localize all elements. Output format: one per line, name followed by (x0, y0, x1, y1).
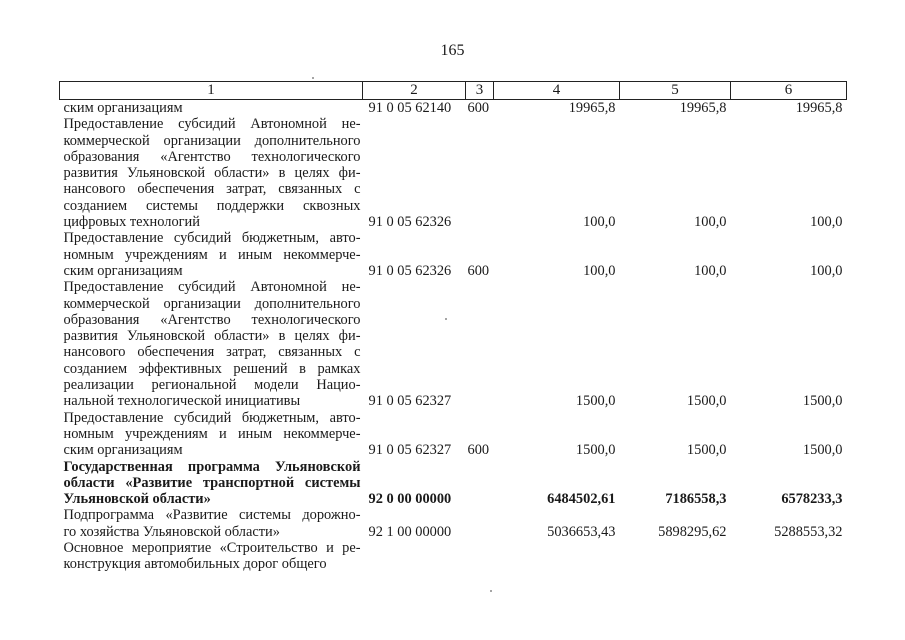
row-vr-cell (466, 540, 494, 573)
row-vr-cell (466, 279, 494, 409)
row-name-line: Предоставление субсидий Автономной не- (63, 279, 361, 296)
table-row (60, 116, 847, 230)
table-row (60, 230, 847, 279)
row-code-cell: 91 0 05 62327 (368, 442, 452, 459)
table-row (60, 100, 847, 117)
row-name-line: Подпрограмма «Развитие системы дорожно- (63, 507, 361, 524)
row-name-line: Предоставление субсидий бюджетным, авто- (63, 230, 361, 247)
row-value-col-4: 1500,0 (575, 442, 616, 459)
table-row (60, 279, 847, 409)
row-name-line: цифровых технологий (63, 214, 200, 231)
row-name-line: ским организациям (63, 100, 183, 116)
header-col-2: 2 (363, 82, 466, 100)
row-name-line: образования «Агентство технологического (63, 148, 361, 165)
table-row (60, 507, 847, 540)
scan-speck (445, 318, 447, 320)
row-value-col-6: 100,0 (810, 262, 843, 279)
row-vr-cell (466, 459, 494, 508)
scan-speck (490, 590, 492, 592)
row-name-line: ским организациям (63, 442, 183, 459)
row-value-col-5: 5898295,62 (658, 523, 727, 540)
row-name-line: номным учреждениям и иным некоммерче- (63, 246, 361, 263)
row-name-cell (60, 459, 363, 508)
row-code-cell (363, 540, 466, 573)
row-code-cell: 92 1 00 00000 (368, 523, 452, 540)
row-value-col-4: 1500,0 (575, 393, 616, 410)
header-col-4: 4 (494, 82, 620, 100)
row-name-cell (60, 540, 363, 573)
table-header-row (60, 82, 847, 100)
row-value-col-6: 1500,0 (802, 393, 843, 410)
header-col-5: 5 (620, 82, 731, 100)
row-code-cell: 92 0 00 00000 (368, 491, 452, 508)
row-code-cell: 91 0 05 62326 (368, 262, 452, 279)
row-value-col-5: 1500,0 (686, 442, 727, 459)
row-name-cell (60, 507, 363, 540)
row-name-cell (60, 116, 363, 230)
table-row (60, 410, 847, 459)
row-vr-cell: 600 (467, 100, 490, 116)
row-value-col-5: 19965,8 (679, 100, 727, 116)
row-vr-cell (466, 116, 494, 230)
row-value-col-4: 100,0 (583, 262, 616, 279)
header-col-3: 3 (466, 82, 494, 100)
row-name-line: ским организациям (63, 262, 183, 279)
row-name-line: Предоставление субсидий Автономной не- (63, 116, 361, 133)
row-name-line: Основное мероприятие «Строительство и ре- (63, 540, 361, 557)
row-name-line: Предоставление субсидий бюджетным, авто- (63, 409, 361, 426)
row-value-col-6: 19965,8 (795, 100, 843, 116)
row-vr-cell (466, 507, 494, 540)
row-name-cell (60, 100, 363, 117)
row-code-cell: 91 0 05 62140 (368, 100, 452, 116)
table-row (60, 459, 847, 508)
row-name-line: коммерческой организации дополнительного (63, 132, 361, 149)
row-name-line: коммерческой организации дополнительного (63, 295, 361, 312)
row-name-line: созданием эффективных решений в рамках (63, 360, 361, 377)
row-value-col-6 (731, 540, 847, 573)
row-name-line: реализации региональной модели Нацио- (63, 377, 361, 394)
table-body (60, 100, 847, 573)
scan-speck (312, 77, 314, 79)
budget-table (59, 81, 847, 573)
row-name-line: нансового обеспечения затрат, связанных с (63, 181, 361, 198)
row-code-cell: 91 0 05 62326 (368, 214, 452, 231)
row-name-cell (60, 410, 363, 459)
row-name-line: области «Развитие транспортной системы (63, 474, 361, 491)
row-name-line: развития Ульяновской области» в целях фи- (63, 328, 361, 345)
row-value-col-5: 1500,0 (686, 393, 727, 410)
row-name-line: номным учреждениям и иным некоммерче- (63, 425, 361, 442)
row-value-col-6: 5288553,32 (774, 523, 843, 540)
table-row (60, 540, 847, 573)
row-name-line: го хозяйства Ульяновской области» (63, 523, 280, 540)
row-value-col-4: 6484502,61 (547, 491, 616, 508)
row-name-line: созданием системы поддержки сквозных (63, 197, 361, 214)
row-name-line: Государственная программа Ульяновской (63, 458, 361, 475)
row-name-cell (60, 279, 363, 409)
header-col-6: 6 (731, 82, 847, 100)
row-value-col-4: 5036653,43 (547, 523, 616, 540)
row-value-col-5 (620, 540, 731, 573)
row-value-col-6: 6578233,3 (781, 491, 843, 508)
row-value-col-5: 7186558,3 (665, 491, 727, 508)
row-value-col-4: 100,0 (583, 214, 616, 231)
row-value-col-6: 100,0 (810, 214, 843, 231)
row-value-col-5: 100,0 (694, 262, 727, 279)
row-value-col-6: 1500,0 (802, 442, 843, 459)
row-value-col-4: 19965,8 (568, 100, 616, 116)
row-name-line: нансового обеспечения затрат, связанных с (63, 344, 361, 361)
page-number: 165 (440, 42, 465, 59)
row-name-line: Ульяновской области» (63, 491, 211, 508)
row-name-line: конструкция автомобильных дорог общего (63, 556, 327, 573)
row-value-col-4 (494, 540, 620, 573)
row-name-line: развития Ульяновской области» в целях фи- (63, 165, 361, 182)
header-col-1: 1 (60, 82, 363, 100)
row-code-cell: 91 0 05 62327 (368, 393, 452, 410)
row-vr-cell: 600 (467, 262, 490, 279)
row-name-cell (60, 230, 363, 279)
row-vr-cell: 600 (467, 442, 490, 459)
row-name-line: нальной технологической инициативы (63, 393, 301, 410)
row-value-col-5: 100,0 (694, 214, 727, 231)
row-name-line: образования «Агентство технологического (63, 311, 361, 328)
